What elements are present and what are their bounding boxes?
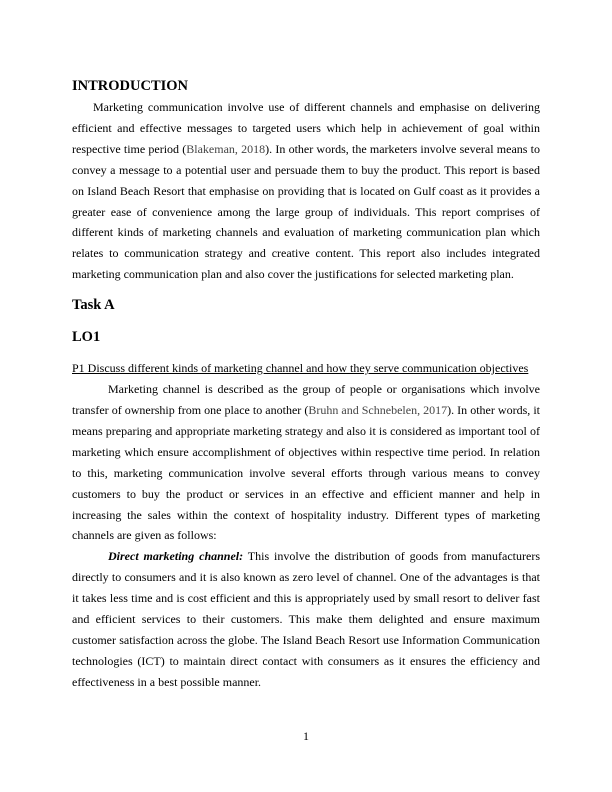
direct-marketing-text: This involve the distribution of goods from manufacturers directly to consumers and it is also known as zero level of channel. One of the advantages is that it takes less time and is cost efficient and this is appropriately used by small resort to deliver fast and efficient services to their customers. This make them delighted and ensure maximum customer satisfaction across the globe. The Island Beach Resort use Information Communication technologies (ICT) to maintain direct contact with consumers as it ensures the efficiency and effectiveness in a best possible manner. <box>72 549 540 689</box>
marketing-channel-paragraph <box>72 379 540 546</box>
direct-marketing-lead: Direct marketing channel: <box>108 549 244 564</box>
direct-marketing-paragraph <box>72 546 540 692</box>
intro-text-end: ). In other words, the marketers involve several means to convey a message to a potential user and persuade them to buy the product. This report is based on Island Beach Resort that emphasise on providing that is located on Gulf coast as it provides a greater ease of convenience among the large group of individuals. This report comprises of different kinds of marketing channels and evaluation of marketing communication plan which relates to communication strategy and creative content. This report also includes integrated marketing communication plan and also cover the justifications for selected marketing plan. <box>72 141 540 282</box>
page-number: 1 <box>303 729 309 743</box>
citation-bruhn: Bruhn and Schnebelen, 2017 <box>308 402 448 417</box>
introduction-paragraph <box>72 97 540 285</box>
marketing-channel-text-start: Marketing channel is described as the group of people or organisations which involve transfer of ownership from one place to another ( <box>72 382 540 417</box>
p1-subheading: P1 Discuss different kinds of marketing channel and how they serve communication objectives <box>72 361 529 376</box>
page-content <box>72 76 540 693</box>
lo1-heading: LO1 <box>72 329 101 346</box>
intro-text-start: Marketing communication involve use of different channels and emphasise on delivering efficient and effective messages to targeted users which help in achievement of goal within respective time period ( <box>72 100 540 156</box>
introduction-heading: INTRODUCTION <box>72 78 189 94</box>
citation-blakeman: Blakeman, 2018 <box>186 141 266 156</box>
marketing-channel-text-end: ). In other words, it means preparing and appropriate marketing strategy and also it is considered as important tool of marketing which ensure accomplishment of objectives within respective time period. In relation to this, marketing communication involve several efforts through various means to convey customers to buy the product or services in an effective and efficient manner and help in increasing the sales within the context of hospitality industry. Different types of marketing channels are given as follows: <box>72 402 540 543</box>
task-a-heading: Task A <box>72 297 115 314</box>
